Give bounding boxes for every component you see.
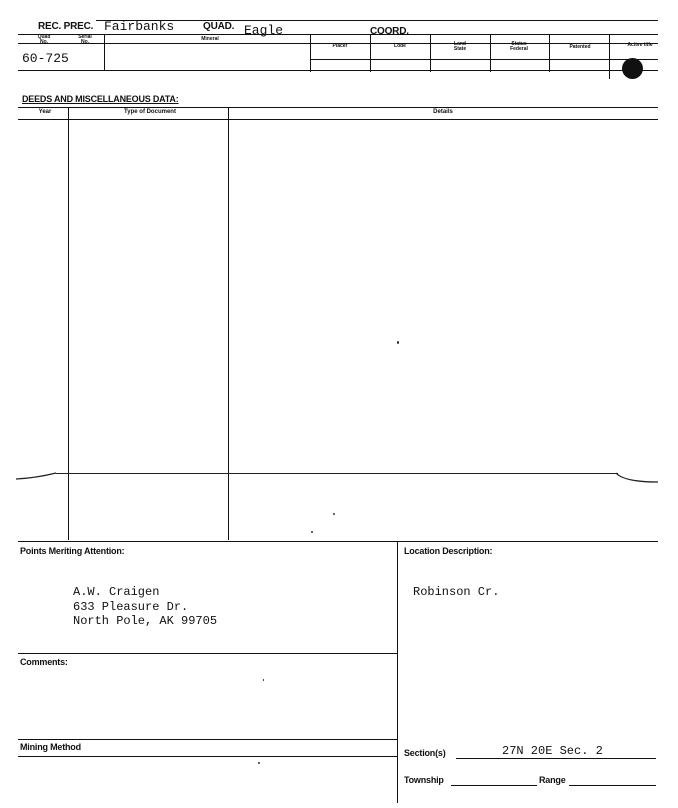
quad-serial-value: 60-725: [22, 51, 69, 66]
col-placer: Placer: [332, 43, 348, 49]
rec-prec-value: Fairbanks: [104, 19, 175, 34]
col-divider: [549, 35, 550, 72]
township-underline: [451, 785, 537, 786]
mining-top-rule: [18, 739, 397, 740]
page-fold-line: [56, 473, 618, 474]
points-name: A.W. Craigen: [73, 585, 160, 599]
year-column-divider: [68, 108, 69, 540]
deeds-top-rule: [18, 107, 658, 108]
col-patented: Patented: [569, 44, 591, 50]
quad-label: QUAD.: [203, 21, 235, 32]
points-city: North Pole, AK 99705: [73, 614, 218, 628]
speck: [311, 531, 313, 533]
lower-section-divider: [397, 541, 398, 803]
type-column-divider: [228, 108, 229, 540]
deeds-section-title: DEEDS AND MISCELLANEOUS DATA:: [22, 94, 179, 104]
col-serial-no: Serial No.: [78, 34, 92, 45]
col-divider: [104, 35, 105, 70]
col-status-federal: Status Federal: [510, 41, 528, 52]
township-label: Township: [404, 775, 444, 785]
section-label: Section(s): [404, 748, 446, 758]
col-divider: [490, 35, 491, 72]
col-details: Details: [433, 109, 453, 115]
col-divider: [310, 35, 311, 72]
fold-curve-left: [14, 468, 58, 482]
col-active-title: Active title: [627, 42, 653, 48]
section-underline: [456, 758, 656, 759]
id-table-bottom-rule: [18, 70, 658, 71]
mining-underline: [18, 756, 397, 757]
range-underline: [569, 785, 656, 786]
speck: [263, 679, 264, 681]
points-label: Points Meriting Attention:: [20, 546, 125, 556]
header-rule: [18, 34, 658, 35]
col-lode: Lode: [394, 43, 406, 49]
comments-top-rule: [18, 653, 397, 654]
location-label: Location Description:: [404, 546, 493, 556]
rec-prec-label: REC. PREC.: [38, 21, 94, 32]
id-table-mid-rule: [310, 59, 658, 60]
deeds-header-rule: [18, 119, 658, 120]
points-street: 633 Pleasure Dr.: [73, 600, 189, 614]
col-mineral: Mineral: [201, 36, 219, 42]
col-year: Year: [38, 109, 52, 115]
location-value: Robinson Cr.: [413, 585, 500, 599]
col-type-of-document: Type of Document: [124, 109, 176, 115]
mining-method-label: Mining Method: [20, 742, 81, 752]
col-divider: [609, 35, 610, 79]
coord-label: COORD.: [370, 26, 409, 37]
comments-label: Comments:: [20, 657, 68, 667]
col-divider: [430, 35, 431, 72]
col-divider: [370, 35, 371, 72]
quad-value: Eagle: [244, 23, 284, 38]
speck: [333, 513, 335, 515]
range-label: Range: [539, 775, 566, 785]
speck: [397, 341, 399, 344]
active-marker-filled-dot: [622, 58, 643, 79]
speck: [258, 762, 260, 764]
fold-curve-right: [614, 470, 660, 486]
section-value: 27N 20E Sec. 2: [502, 744, 603, 758]
col-quad-no: Quad No.: [37, 34, 51, 45]
lower-section-top-rule: [18, 541, 658, 542]
header-top-rule: [96, 20, 658, 21]
col-land-state: Land State: [453, 41, 467, 52]
